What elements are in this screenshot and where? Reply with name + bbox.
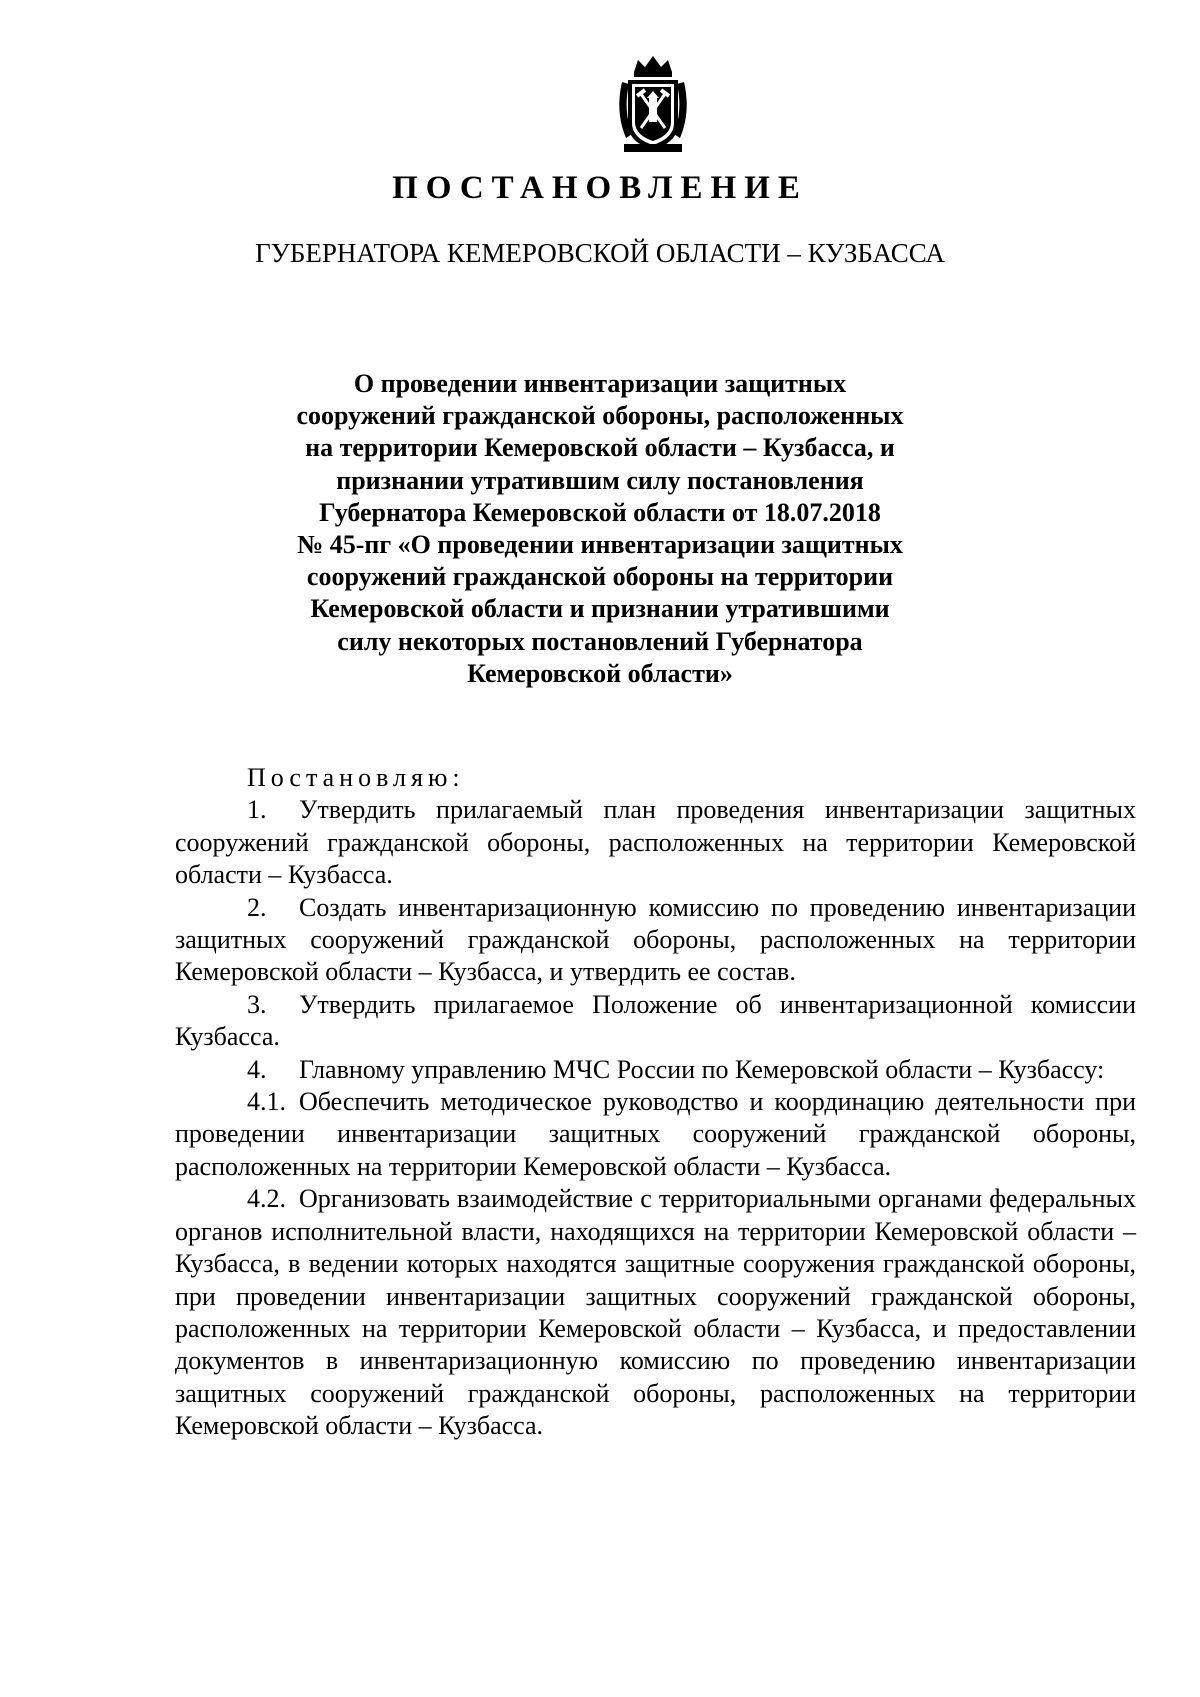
kuzbass-coat-of-arms-icon: [612, 52, 694, 156]
issuer-name: ГУБЕРНАТОРА КЕМЕРОВСКОЙ ОБЛАСТИ – КУЗБАССА: [255, 238, 945, 268]
paragraph-number: 2.: [247, 892, 267, 922]
title-line: Губернатора Кемеровской области от 18.07.2018: [319, 497, 881, 527]
paragraph-number: 4.2.: [247, 1184, 286, 1214]
paragraph-4-1: [175, 1086, 1136, 1183]
paragraph-1: [175, 794, 1136, 891]
paragraph-text: Обеспечить методическое руководство и координацию деятельности при проведении инвентаризации защитных сооружений гражданской обороны, расположенных на территории Кемеровской области – Кузбасса.: [175, 1087, 1136, 1181]
title-line: сооружений гражданской обороны, расположенных: [296, 401, 904, 431]
paragraph-2: [175, 892, 1136, 989]
document-title: [230, 368, 970, 690]
title-line: Кемеровской области и признании утратившими: [310, 594, 890, 624]
title-line: сооружений гражданской обороны на территории: [306, 562, 894, 592]
paragraph-4-2: [175, 1183, 1136, 1442]
paragraph-number: 4.1.: [247, 1087, 286, 1117]
paragraph-text: Утвердить прилагаемое Положение об инвентаризационной комиссии Кузбасса.: [175, 989, 1136, 1052]
document-type: ПОСТАНОВЛЕНИЕ: [392, 170, 808, 206]
paragraph-3: [175, 989, 1136, 1054]
paragraph-number: 3.: [247, 989, 267, 1019]
document-body: [175, 762, 1136, 1443]
title-line: силу некоторых постановлений Губернатора: [337, 626, 863, 656]
resolve-heading: Постановляю:: [247, 763, 465, 792]
title-line: признании утратившим силу постановления: [336, 465, 864, 495]
title-line: О проведении инвентаризации защитных: [353, 369, 847, 398]
paragraph-number: 4.: [247, 1054, 267, 1084]
paragraph-4: [175, 1054, 1136, 1086]
paragraph-text: Главному управлению МЧС России по Кемеровской области – Кузбассу:: [299, 1054, 1105, 1084]
title-line: Кемеровской области»: [467, 658, 733, 688]
paragraph-text: Утвердить прилагаемый план проведения инвентаризации защитных сооружений гражданской обороны, расположенных на территории Кемеровской области – Кузбасса.: [175, 795, 1136, 890]
paragraph-text: Организовать взаимодействие с территориальными органами федеральных органов исполнительной власти, находящихся на территории Кемеровской области – Кузбасса, в ведении которых находятся защитные сооружения гражданской обороны, при проведении инвентаризации защитных сооружений гражданской обороны, расположенных на территории Кемеровской области – Кузбасса, и предоставлении документов в инвентаризационную комиссию по проведению инвентаризации защитных сооружений гражданской обороны, расположенных на территории Кемеровской области – Кузбасса.: [175, 1184, 1136, 1441]
title-line: № 45-пг «О проведении инвентаризации защитных: [297, 530, 903, 560]
paragraph-number: 1.: [247, 795, 267, 825]
title-line: на территории Кемеровской области – Кузбасса, и: [305, 433, 895, 463]
paragraph-text: Создать инвентаризационную комиссию по проведению инвентаризации защитных сооружений гражданской обороны, расположенных на территории Кемеровской области – Кузбасса, и утвердить ее состав.: [175, 892, 1136, 987]
